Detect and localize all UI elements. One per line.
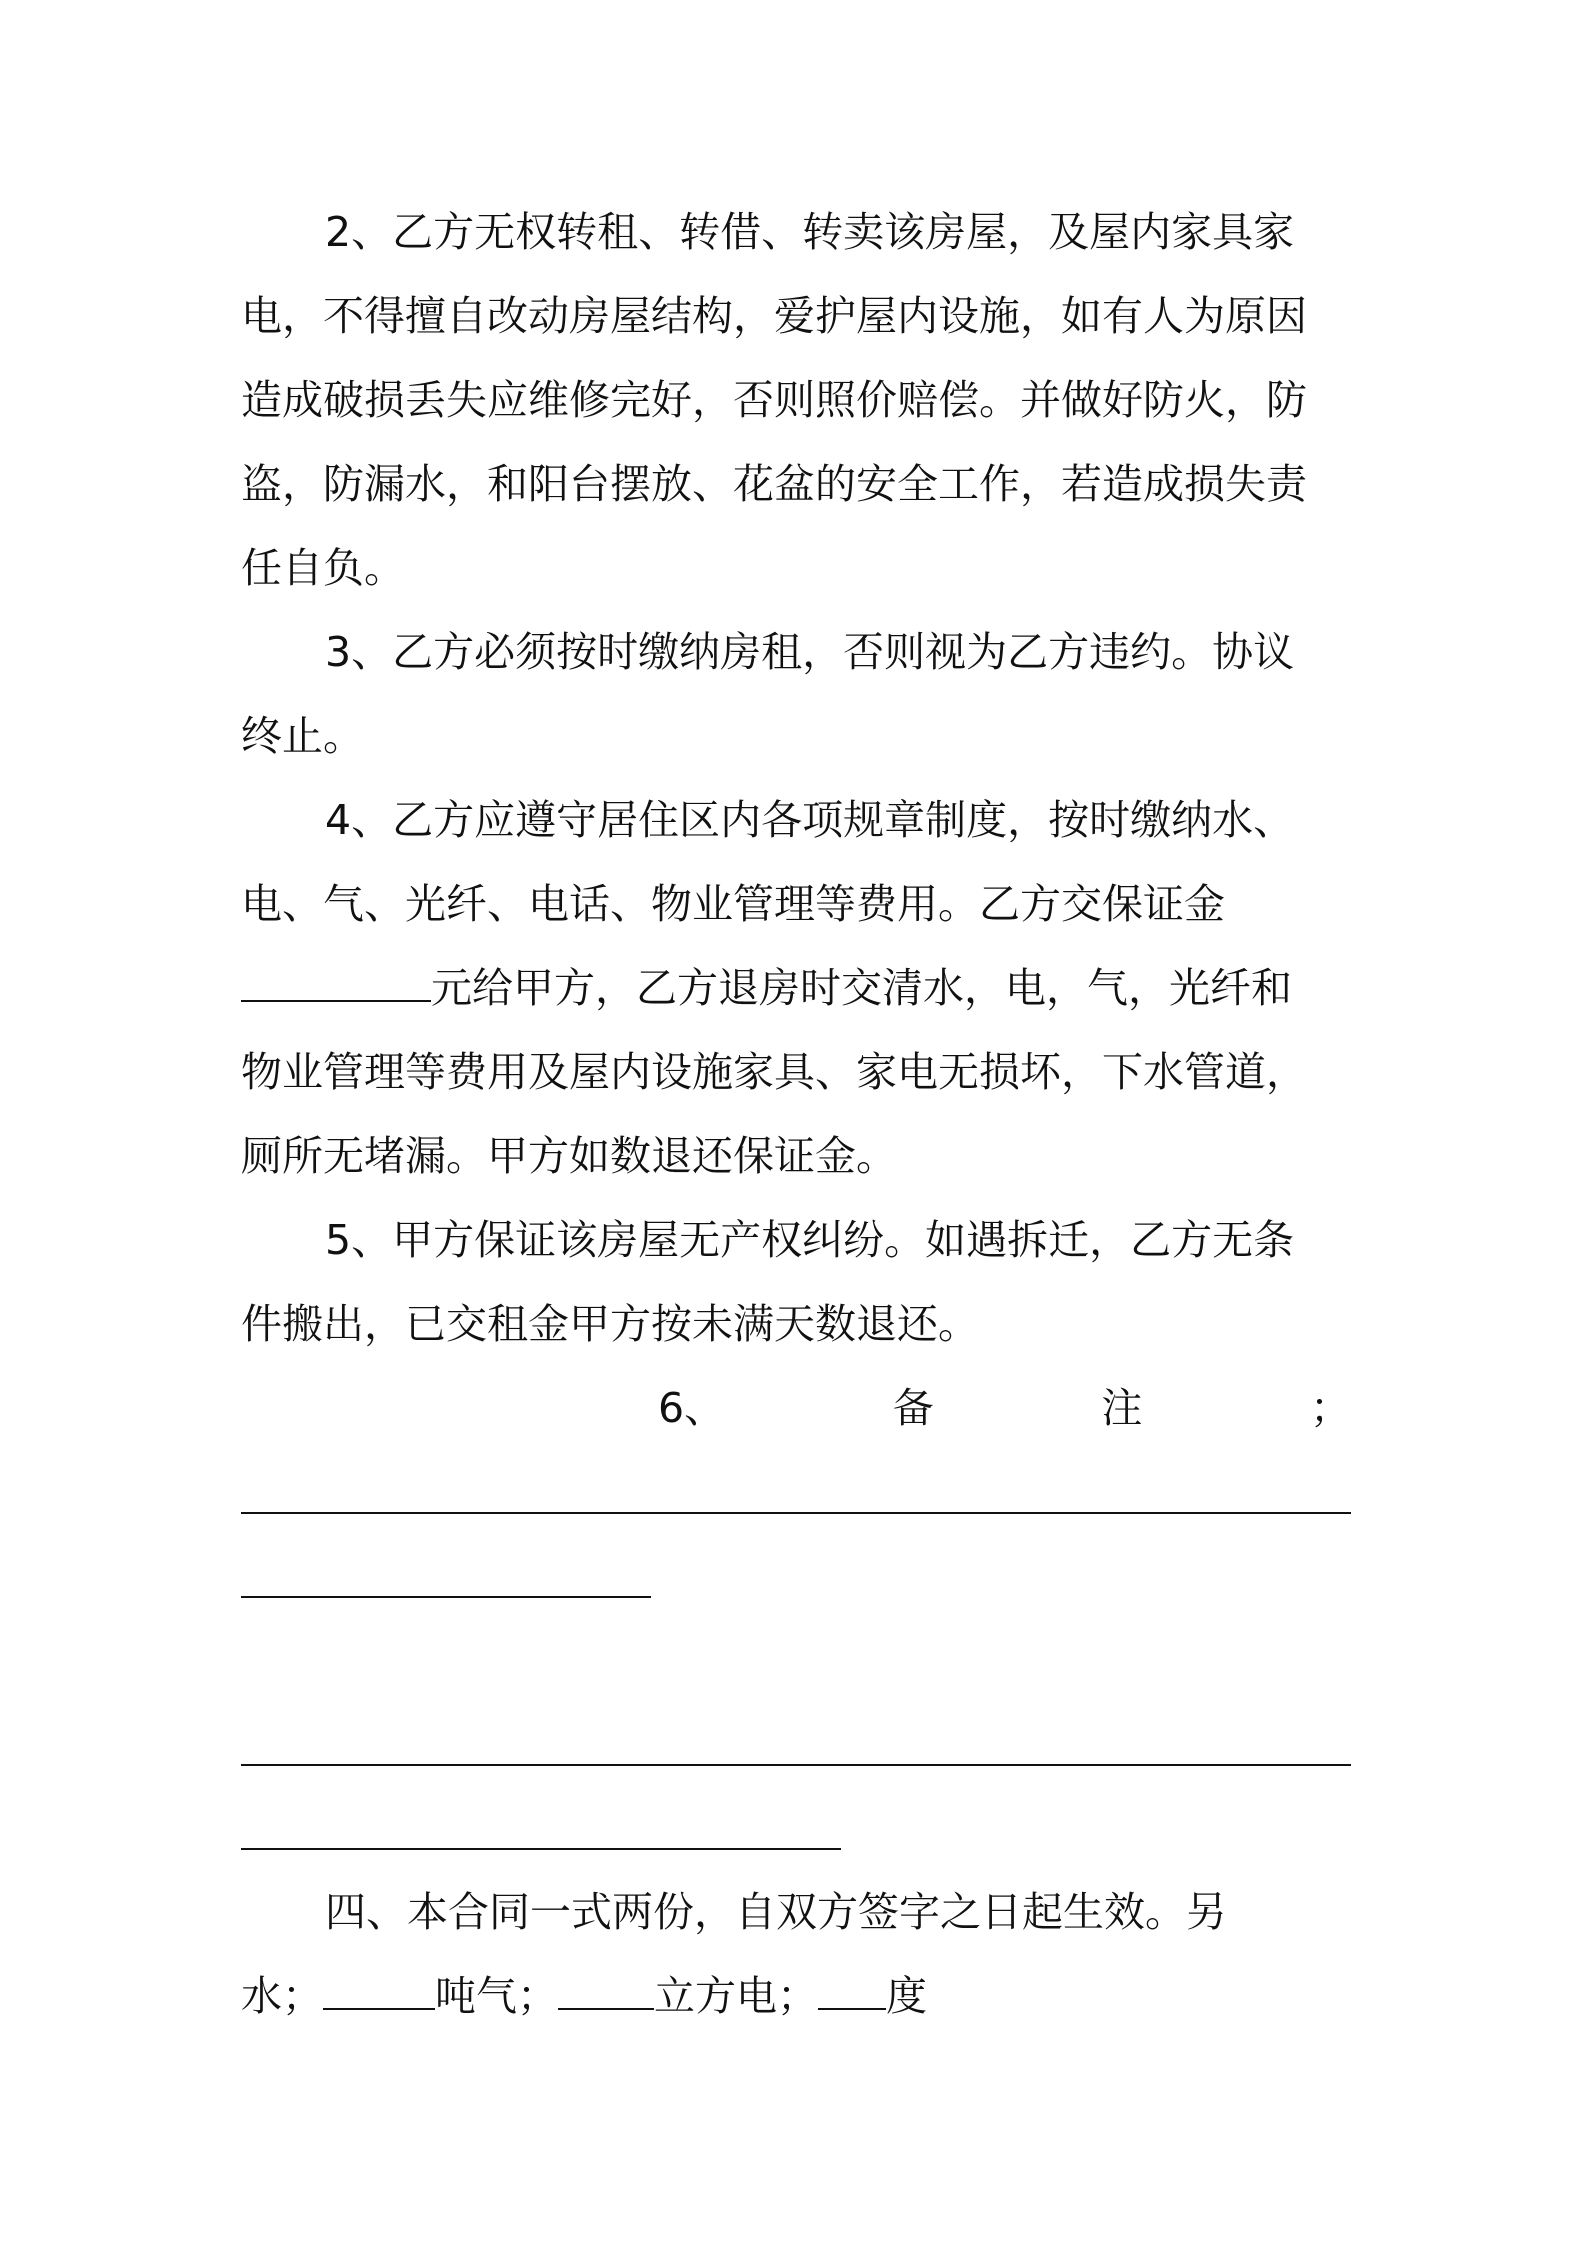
spacer	[241, 1618, 1351, 1702]
clause-6-char-2: 注	[1101, 1384, 1143, 1432]
electricity-reading-blank[interactable]	[818, 1956, 886, 2010]
clause-4-line-5: 厕所无堵漏。甲方如数退还保证金。	[241, 1132, 897, 1180]
clause-4-line-3-text: 元给甲方，乙方退房时交清水，电，气，光纤和	[431, 964, 1292, 1012]
clause-4-line-1: 4、乙方应遵守居住区内各项规章制度，按时缴纳水、	[325, 796, 1295, 844]
electricity-label: 立方电；	[654, 1972, 818, 2020]
clause-6-punct: ；	[1309, 1384, 1351, 1432]
gas-label: 吨气；	[435, 1972, 558, 2020]
remarks-blank-row-3[interactable]	[241, 1702, 1351, 1786]
clause-5-line-1: 5、甲方保证该房屋无产权纠纷。如遇拆迁，乙方无条	[325, 1216, 1295, 1264]
section-4-line-1: 四、本合同一式两份，自双方签字之日起生效。另	[325, 1888, 1227, 1936]
clause-2-line-4: 盗，防漏水，和阳台摆放、花盆的安全工作，若造成损失责	[241, 460, 1307, 508]
remarks-blank-row-4[interactable]	[241, 1786, 1351, 1870]
clause-6-char-1: 备	[892, 1384, 934, 1432]
section-4-line-2	[241, 1954, 1351, 2038]
contract-page	[241, 190, 1351, 2038]
clause-5-line-2: 件搬出，已交租金甲方按未满天数退还。	[241, 1300, 979, 1348]
deposit-amount-blank[interactable]	[241, 948, 431, 1002]
remarks-underline	[241, 1764, 1351, 1766]
clause-2-line-5: 任自负。	[241, 544, 405, 592]
remarks-underline	[241, 1848, 841, 1850]
gas-reading-blank[interactable]	[558, 1956, 654, 2010]
degree-unit: 度	[886, 1972, 927, 2020]
clause-6-number: 6、	[658, 1384, 726, 1432]
clause-4-line-3	[241, 946, 1351, 1030]
clause-2-line-1: 2、乙方无权转租、转借、转卖该房屋，及屋内家具家	[325, 208, 1295, 256]
water-reading-blank[interactable]	[323, 1956, 435, 2010]
remarks-blank-row-2[interactable]	[241, 1534, 1351, 1618]
clause-2-line-3: 造成破损丢失应维修完好，否则照价赔偿。并做好防火，防	[241, 376, 1307, 424]
clause-4-line-4: 物业管理等费用及屋内设施家具、家电无损坏，下水管道，	[241, 1048, 1307, 1096]
clause-6-remarks-heading	[241, 1366, 1351, 1450]
remarks-underline	[241, 1596, 651, 1598]
clause-3-line-2: 终止。	[241, 712, 364, 760]
water-label: 水；	[241, 1972, 323, 2020]
remarks-underline	[241, 1512, 1351, 1514]
remarks-blank-row-1[interactable]	[241, 1450, 1351, 1534]
clause-4-line-2: 电、气、光纤、电话、物业管理等费用。乙方交保证金	[241, 880, 1225, 928]
clause-2-line-2: 电，不得擅自改动房屋结构，爱护屋内设施，如有人为原因	[241, 292, 1307, 340]
clause-3-line-1: 3、乙方必须按时缴纳房租，否则视为乙方违约。协议	[325, 628, 1295, 676]
